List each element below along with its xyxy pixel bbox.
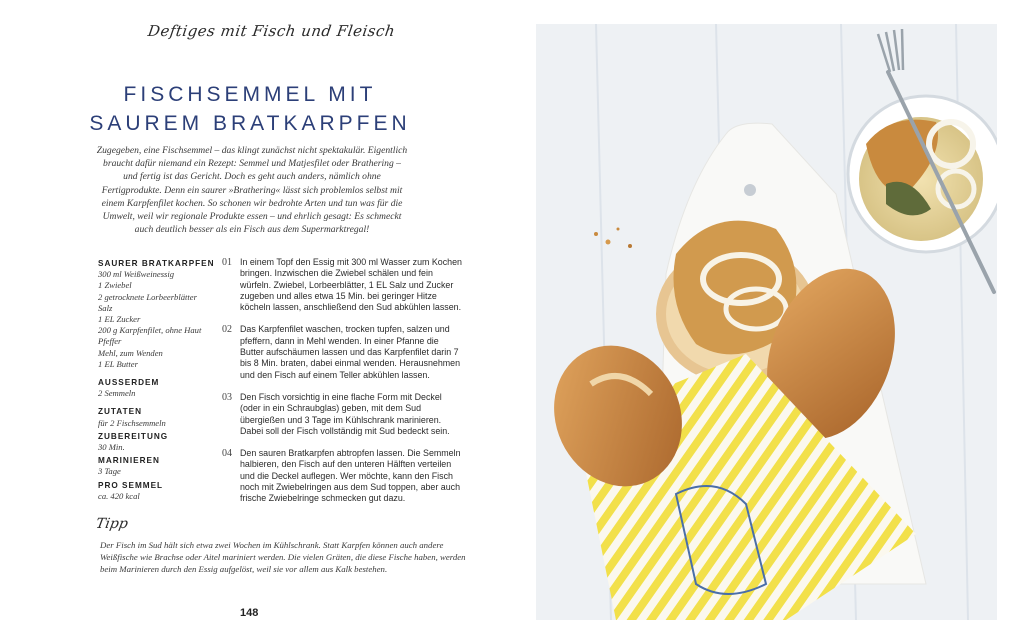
ingredient-item: 1 EL Zucker [98,314,141,325]
info-value-marinieren: 3 Tage [98,466,121,477]
ingredient-item: 1 EL Butter [98,358,138,369]
step-text: Den sauren Bratkarpfen abtropfen lassen. Die Semmeln halbieren, den Fisch auf den unteren Hälften verteilen und die Deckel auflegen. Wer möchte, kann den Fisch noch mit Zwiebelringen aus dem Sud toppen, aber auch frische Zwiebelringe schmecken gut dazu. [240,448,461,504]
ingredient-item: Mehl, zum Wenden [98,347,163,358]
ingredient-item: Pfeffer [98,336,122,347]
ingredients-heading-saurer-bratkarpfen: SAURER BRATKARPFEN [98,259,215,268]
info-value-zubereitung: 30 Min. [98,442,125,453]
ingredient-item: 200 g Karpfenfilet, ohne Haut [98,325,202,336]
step-3 [222,392,462,437]
ingredient-item: 2 getrocknete Lorbeerblätter [98,291,197,302]
food-photo [536,24,997,620]
ingredient-item: Salz [98,302,113,313]
steps-column [222,257,462,516]
step-text: In einem Topf den Essig mit 300 ml Wasser zum Kochen bringen. Inzwischen die Zwiebel schälen und fein würfeln. Zwiebel, Lorbeerblätter, 1 EL Salz und Zucker zugeben und alles etwa 15 Min. bei geringer Hitze köcheln lassen, anschließend den Sud abkühlen lassen. [240,257,462,313]
ingredient-item: 1 Zwiebel [98,280,132,291]
step-4 [222,448,462,504]
step-1 [222,257,462,313]
step-number: 01 [222,257,232,268]
info-value-zutaten: für 2 Fischsemmeln [98,417,166,428]
step-number: 02 [222,324,232,336]
step-text: Das Karpfenfilet waschen, trocken tupfen, salzen und pfeffern, dann in Mehl wenden. In einer Pfanne die Butter aufschäumen lassen und das Karpfenfilet darin 7 bis 8 Min. braten, dabei einmal wenden. Herausnehmen und den Fisch auf einem Teller abkühlen lassen. [240,324,461,380]
ingredient-item: 300 ml Weißweinessig [98,269,175,280]
tipp-text: Der Fisch im Sud hält sich etwa zwei Wochen im Kühlschrank. Statt Karpfen können auch andere Weißfische wie Brachse oder Aitel mariniert werden. Die vielen Gräten, die diese Fische haben, werden beim Marinieren durch den Essig aufgelöst, weil sie vor allem aus Kalk bestehen. [100,540,466,574]
ingredients-column [98,258,218,502]
step-number: 03 [222,391,232,403]
ingredient-item: 2 Semmeln [98,388,136,399]
info-value-pro-semmel: ca. 420 kcal [98,490,140,501]
info-heading-pro-semmel: PRO SEMMEL [98,480,164,490]
food-photo-illustration [536,24,997,620]
info-heading-zubereitung: ZUBEREITUNG [98,431,169,441]
info-heading-zutaten: ZUTATEN [98,407,142,417]
step-2 [222,324,462,380]
info-heading-marinieren: MARINIEREN [98,456,160,466]
recipe-title: FISCHSEMMEL MIT SAUREM BRATKARPFEN [89,83,411,135]
ingredients-heading-ausserdem: AUSSERDEM [98,378,160,388]
page-number: 148 [240,607,259,619]
recipe-intro: Zugegeben, eine Fischsemmel – das klingt zunächst nicht spektakulär. Eigentlich braucht dafür niemand ein Rezept: Semmel und Matjesfilet oder Brathering – und fertig ist das Gericht. Doch es geht auch anders, nämlich ohne Fertigprodukte. Denn ein saurer »Brathering« lässt sich problemlos selbst mit einem Karpfenfilet kochen. So schonen wir bedrohte Arten und tun was für die Umwelt, weil wir regionale Produkte essen – und ehrlich gesagt: Es schmeckt auch deutlich besser als ein Fisch aus dem Supermarktregal! [96,145,408,236]
tipp-label: Tipp [94,516,130,532]
step-text: Den Fisch vorsichtig in eine flache Form mit Deckel (oder in ein Schraubglas) geben, mit dem Sud übergießen und 3 Tage im Kühlschrank marinieren. Dabei soll der Fisch vollständig mit Sud bedeckt sein. [240,391,450,436]
step-number: 04 [222,448,232,460]
section-label: Deftiges mit Fisch und Fleisch [146,22,397,40]
